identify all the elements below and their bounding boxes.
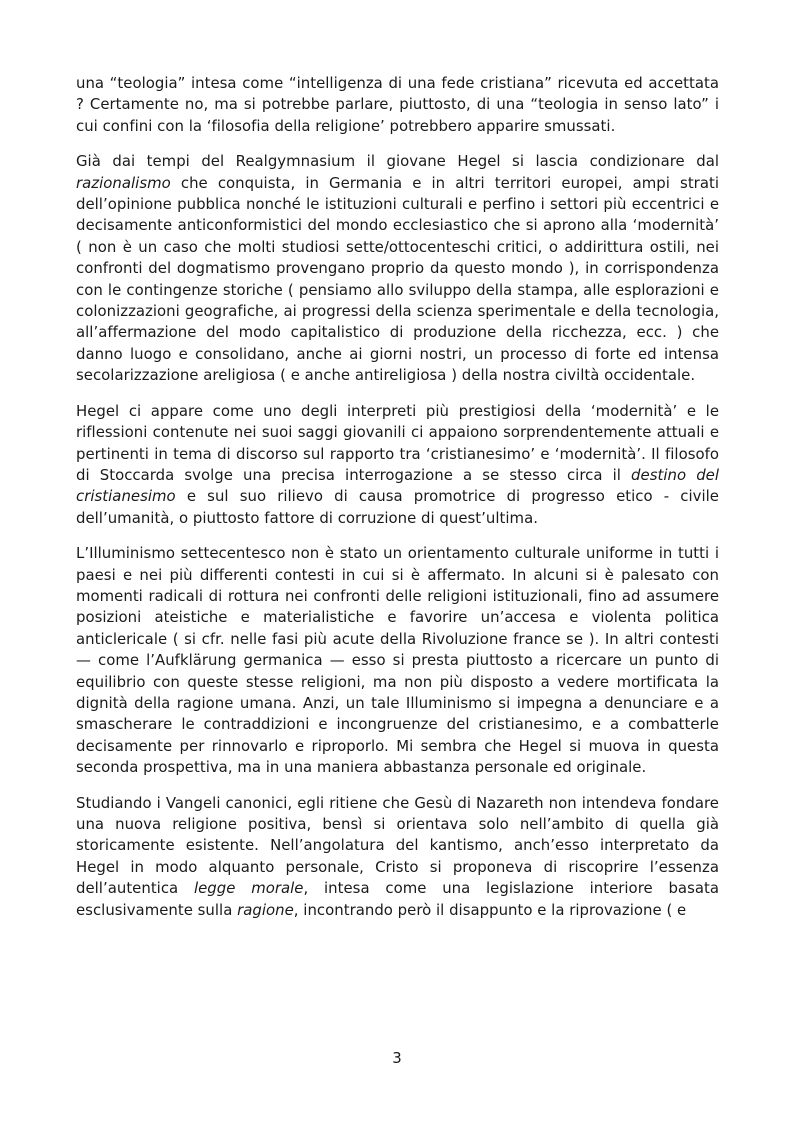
italic-text: legge morale <box>193 879 304 898</box>
text-run: Già dai tempi del Realgymnasium il giovane Hegel si lascia condizionare dal <box>76 152 719 171</box>
paragraph <box>76 151 719 386</box>
italic-text: destino del cristianesimo <box>76 465 720 506</box>
text-run: , intesa come una legislazione interiore basata esclusivamente sulla <box>76 879 720 919</box>
text-run: e sul suo rilievo di causa promotrice di progresso etico - civile dell’umanità, o piuttosto fattore di corruzione di quest’ultima. <box>76 487 719 527</box>
text-run: L’Illuminismo settecentesco non è stato un orientamento culturale uniforme in tutti i paesi e nei più differenti contesti in cui si è affermato. In alcuni si è palesato con momenti radicali di rottura nei confronti delle religioni istituzionali, fino ad assumere posizioni ateistiche e materialistiche e favorire un’accesa e violenta politica anticlericale ( si cfr. nelle fasi più acute della Rivoluzione france se ). In altri contesti — come l’Aufklärung germanica — esso si presta piuttosto a ricercare un punto di equilibrio con queste stesse religioni, ma non più disposto a vedere mortificata la dignità della ragione umana. Anzi, un tale Illuminismo si impegna a denunciare e a smascherare le contraddizioni e incongruenze del cristianesimo, e a combatterle decisamente per rinnovarlo e riproporlo. Mi sembra che Hegel si muova in questa seconda prospettiva, ma in una maniera abbastanza personale ed originale. <box>76 544 719 777</box>
paragraph <box>76 401 719 529</box>
italic-text: razionalismo <box>76 173 171 192</box>
italic-text: ragione <box>237 900 294 919</box>
text-run: che conquista, in Germania e in altri territori europei, ampi strati dell’opinione pubblica nonché le istituzioni culturali e perfino i settori più eccentrici e decisamente anticonformistici del mondo ecclesiastico che si aprono alla ‘modernità’ ( non è un caso che molti studiosi sette/ottocenteschi critici, o addirittura ostili, nei confronti del dogmatismo provengano proprio da questo mondo ), in corrispondenza con le contingenze storiche ( pensiamo allo sviluppo della stampa, alle esplorazioni e colonizzazioni geografiche, ai progressi della scienza sperimentale e della tecnologia, all’affermazione del modo capitalistico di produzione della ricchezza, ecc. ) che danno luogo e consolidano, anche ai giorni nostri, un processo di forte ed intensa secolarizzazione areligiosa ( e anche antireligiosa ) della nostra civiltà occidentale. <box>76 173 719 385</box>
paragraph <box>76 543 719 778</box>
text-run: Studiando i Vangeli canonici, egli ritiene che Gesù di Nazareth non intendeva fondare una nuova religione positiva, bensì si orientava solo nell’ambito di quella già storicamente esistente. Nell’angolatura del kantismo, anch’esso interpretato da Hegel in modo alquanto personale, Cristo si proponeva di riscoprire l’essenza dell’autentica <box>76 793 719 898</box>
document-body <box>76 73 719 935</box>
paragraph <box>76 793 719 921</box>
text-run: , incontrando però il disappunto e la riprovazione ( e <box>293 900 687 919</box>
text-run: una “teologia” intesa come “intelligenza di una fede cristiana” ricevuta ed accettata ? Certamente no, ma si potrebbe parlare, piuttosto, di una “teologia in senso lato” i cui confini con la ‘filosofia della religione’ potrebbero apparire smussati. <box>76 74 719 135</box>
page-number: 3 <box>392 1049 402 1067</box>
text-run: Hegel ci appare come uno degli interpreti più prestigiosi della ‘modernità’ e le riflessioni contenute nei suoi saggi giovanili ci appaiono sorprendentemente attuali e pertinenti in tema di discorso sul rapporto tra ‘cristianesimo’ e ‘modernità’. Il filosofo di Stoccarda svolge una precisa interrogazione a se stesso circa il <box>76 401 719 484</box>
paragraph <box>76 73 719 137</box>
